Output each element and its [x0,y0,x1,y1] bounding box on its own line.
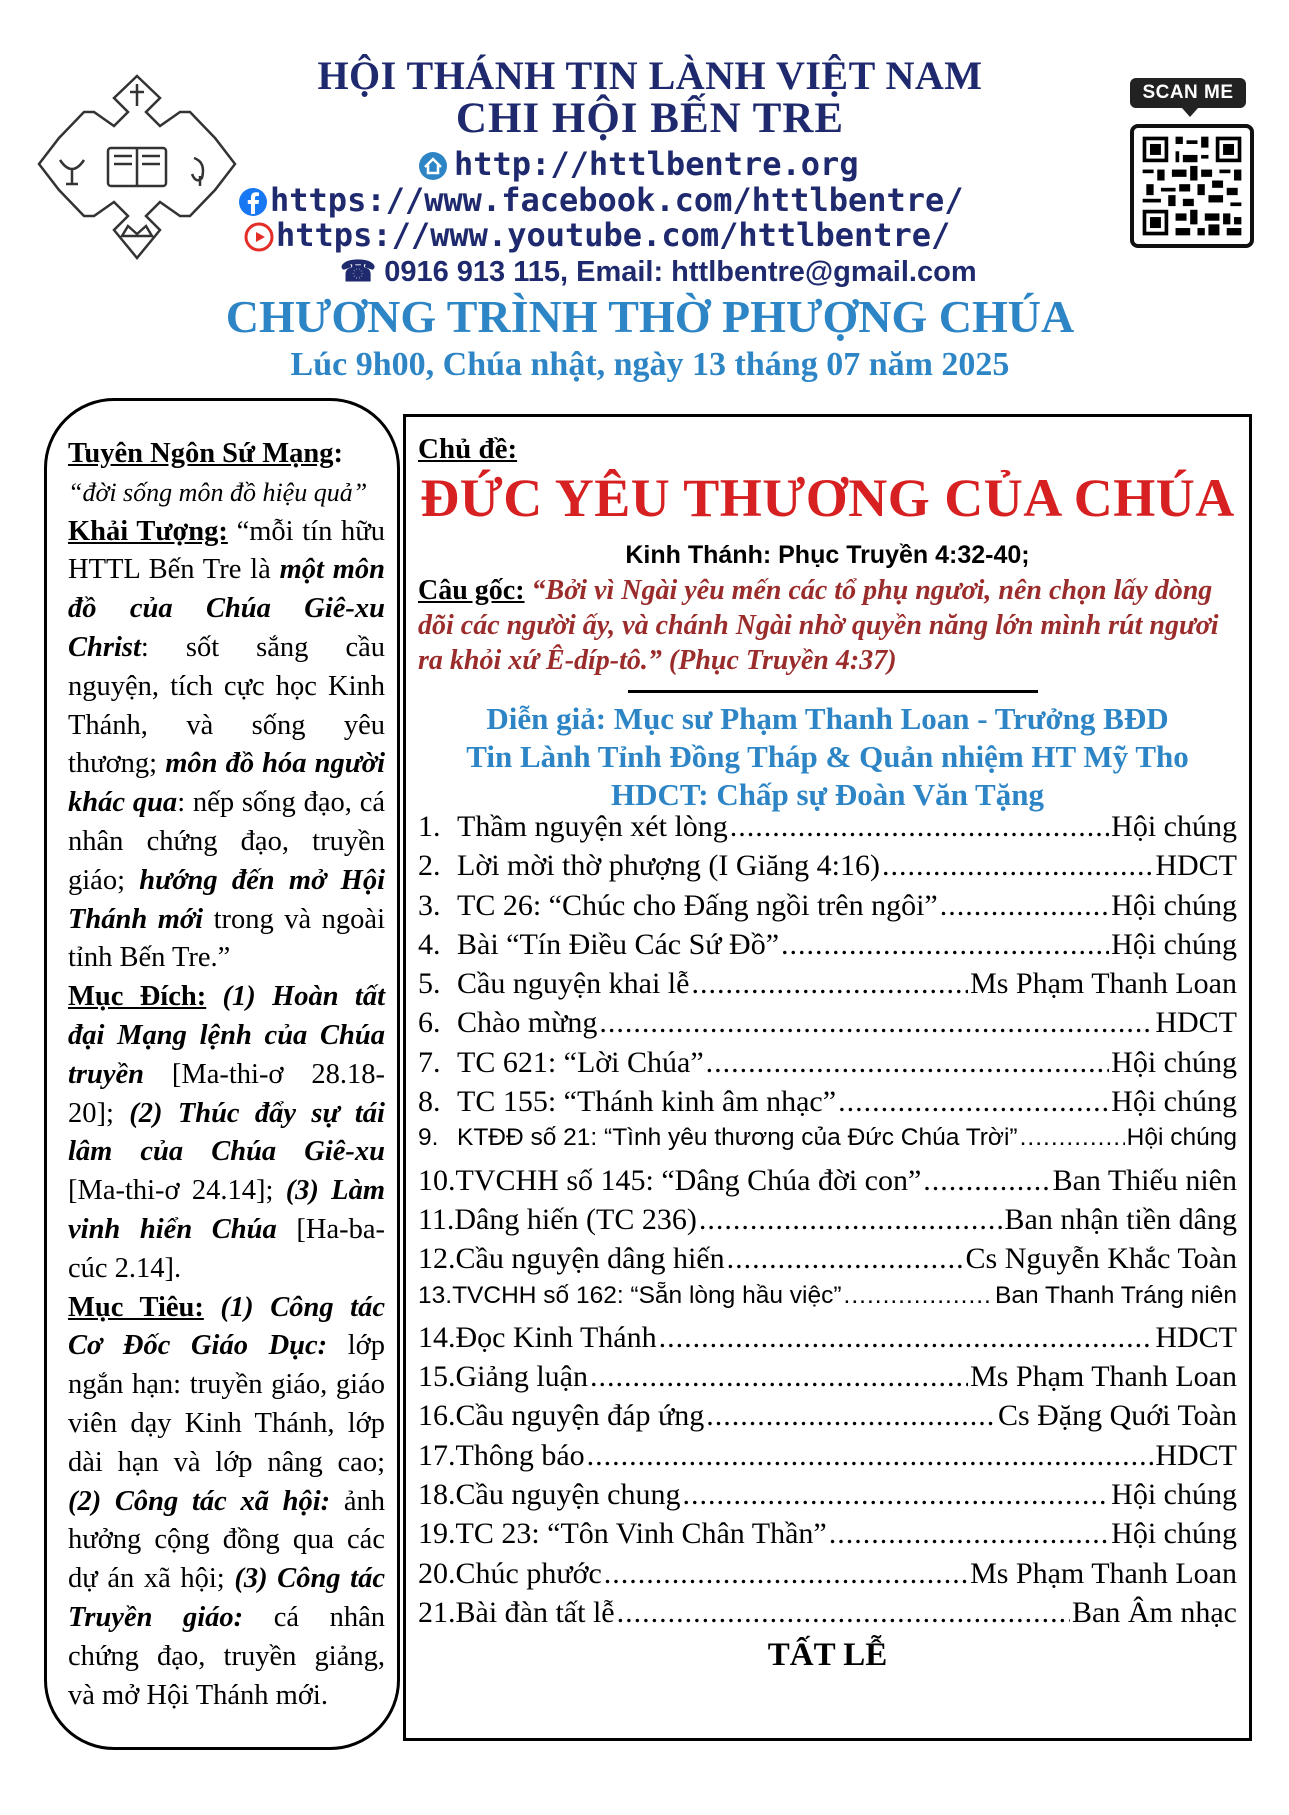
service-time: Lúc 9h00, Chúa nhật, ngày 13 tháng 07 năm 2025 [290,346,1010,383]
dot-leader [882,849,1153,883]
item-responsible: Cs Nguyễn Khắc Toàn [965,1242,1237,1276]
mission-panel: Tuyên Ngôn Sứ Mạng: “đời sống môn đồ hiệu quả” Khải Tượng: “mỗi tín hữu HTTL Bến Tre là một môn đồ của Chúa Giê-xu Christ: sốt sắng cầu nguyện, tích cực học Kinh Thánh, và sống yêu thương; môn đồ hóa người khác qua: nếp sống đạo, cá nhân chứng đạo, truyền giáo; hướng đến mở Hội Thánh mới trong và ngoài tỉnh Bến Tre.” Mục Đích: (1) Hoàn tất đại Mạng lệnh của Chúa truyền [Ma-thi-ơ 28.18-20]; (2) Thúc đẩy sự tái lâm của Chúa Giê-xu [Ma-thi-ơ 24.14]; (3) Làm vinh hiển Chúa [Ha-ba-cúc 2.14]. Mục Tiêu: (1) Công tác Cơ Đốc Giáo Dục: lớp ngắn hạn: truyền giáo, giáo viên dạy Kinh Thánh, lớp dài hạn và lớp nâng cao; (2) Công tác xã hội: ảnh hưởng cộng đồng qua các dự án xã hội; (3) Công tác Truyền giáo: cá nhân chứng đạo, truyền giảng, và mở Hội Thánh mới. [44,398,400,1750]
church-logo [30,68,245,268]
purpose-text: [Ma-thi-ơ 24.14]; [68,1175,286,1207]
item-title: TC 23: “Tôn Vinh Chân Thần” [455,1517,827,1551]
speaker-line: Diễn giả: Mục sư Phạm Thanh Loan - Trưởng BĐD [486,701,1169,736]
dot-leader [699,1203,1003,1237]
item-responsible: Hội chúng [1111,888,1237,922]
item-title: Thầm nguyện xét lòng [457,810,728,843]
item-responsible: HDCT [1155,1320,1237,1354]
vision-emph: môn đồ hóa người khác qua [68,748,385,819]
scan-me-label: SCAN ME [1130,78,1246,108]
item-number: 18. [418,1478,456,1512]
item-number: 5. [418,967,441,1001]
list-item [418,849,1237,888]
item-responsible: Hội chúng [1111,810,1237,843]
list-item [418,1321,1237,1360]
dot-leader [590,1360,968,1394]
goal-label: Mục Tiêu: [68,1291,204,1323]
item-title: TVCHH số 145: “Dâng Chúa đời con” [455,1163,922,1197]
item-responsible: Ms Phạm Thanh Loan [970,1556,1237,1590]
vision-text: : sốt sắng cầu nguyện, tích cực học Kinh Thánh, và sống yêu thương; [68,631,385,780]
purpose-text: [Ma-thi-ơ 28.18-20]; [68,1058,385,1129]
item-number: 10. [418,1163,456,1197]
list-item [418,1124,1237,1163]
item-title: KTĐĐ số 21: “Tình yêu thương của Đức Chúa Trời” [457,1124,1018,1152]
item-number: 15. [418,1360,456,1394]
item-number: 20. [418,1556,456,1590]
item-title: Cầu nguyện dâng hiến [455,1242,725,1276]
item-title: Giảng luận [455,1360,588,1394]
dot-leader [706,1046,1110,1080]
goal-emph: (3) Công tác Truyền giáo: [68,1563,385,1633]
speaker-line: Tin Lành Tỉnh Đồng Tháp & Quản nhiệm HT Mỹ Tho [466,739,1189,774]
list-item [418,1046,1237,1085]
vision-emph: một môn đồ của Chúa Giê-xu Christ [68,554,385,663]
item-number: 14. [418,1320,456,1354]
service-order-panel [403,414,1252,1741]
item-responsible: HDCT [1155,1006,1237,1040]
dot-leader [682,1478,1109,1512]
purpose-text: [Ha-ba-cúc 2.14]. [68,1213,385,1284]
item-number: 1. [418,810,441,843]
list-item [418,1164,1237,1203]
item-responsible: HDCT [1155,849,1237,883]
item-number: 13. [418,1281,453,1309]
item-title: TVCHH số 162: “Sẵn lòng hầu việc” [452,1281,842,1309]
dot-leader [829,1517,1109,1551]
divider [628,690,1038,693]
item-title: Cầu nguyện chung [455,1478,681,1512]
youtube-link[interactable] [244,216,950,254]
youtube-text: https://www.youtube.com/httlbentre/ [276,216,951,254]
scripture-reference: Kinh Thánh: Phục Truyền 4:32-40; [625,541,1030,569]
item-title: Chào mừng [457,1006,598,1040]
mission-text: “đời sống môn đồ hiệu quả” [68,477,368,507]
item-title: Cầu nguyện khai lễ [457,967,690,1001]
dot-leader [838,1085,1109,1119]
item-title: TC 155: “Thánh kinh âm nhạc” [457,1085,837,1119]
list-item [418,967,1237,1006]
list-item [418,1478,1237,1517]
item-title: TC 621: “Lời Chúa” [457,1045,704,1079]
item-responsible: Ban Âm nhạc [1072,1595,1237,1629]
sermon-theme: ĐỨC YÊU THƯƠNG CỦA CHÚA [420,468,1235,528]
list-item [418,1360,1237,1399]
item-number: 8. [418,1085,441,1119]
item-responsible: Hội chúng [1126,1124,1237,1152]
mission-label: Tuyên Ngôn Sứ Mạng [68,438,334,469]
item-responsible: Hội chúng [1111,1085,1237,1119]
list-item [418,1557,1237,1596]
item-number: 2. [418,849,441,883]
item-responsible: HDCT [1155,1438,1237,1472]
qr-code-icon[interactable] [1130,124,1254,248]
host-line: HDCT: Chấp sự Đoàn Văn Tặng [611,777,1044,812]
item-title: Cầu nguyện đáp ứng [455,1399,705,1433]
list-item [418,928,1237,967]
key-verse [418,573,1239,678]
item-responsible: Cs Đặng Quới Toàn [997,1399,1237,1433]
item-number: 16. [418,1399,456,1433]
item-title: TC 26: “Chúc cho Đấng ngồi trên ngôi” [457,888,938,922]
list-item [418,1006,1237,1045]
contact-line [340,254,977,289]
goal-text: cá nhân chứng đạo, truyền giảng, và mở Hội Thánh mới. [68,1601,385,1711]
dot-leader [617,1596,1070,1630]
order-of-service [418,810,1237,1635]
purpose-emph: (1) Hoàn tất đại Mạng lệnh của Chúa truyền [68,981,386,1090]
item-responsible: Hội chúng [1111,1045,1237,1079]
contact-text: 0916 913 115, Email: httlbentre@gmail.com [384,256,977,288]
dot-leader [844,1282,993,1310]
goal-text: lớp ngắn hạn: truyền giáo, giáo viên dạy Kinh Thánh, lớp dài hạn và lớp nâng cao; [68,1330,385,1478]
item-responsible: Ms Phạm Thanh Loan [970,967,1237,1001]
scan-me-block [1130,78,1250,253]
item-number: 12. [418,1242,456,1276]
item-title: Bài “Tín Điều Các Sứ Đồ” [457,927,780,961]
item-number: 4. [418,927,441,961]
item-responsible: Ms Phạm Thanh Loan [970,1360,1237,1394]
dot-leader [730,810,1109,844]
list-item [418,1517,1237,1556]
item-title: Bài đàn tất lễ [455,1595,615,1629]
item-responsible: Ban Thanh Tráng niên [994,1281,1237,1309]
vision-text: : nếp sống đạo, cá nhân chứng đạo, truyền giáo; [68,787,385,896]
dot-leader [706,1399,996,1433]
website-text: http://httlbentre.org [454,145,859,183]
vision-text: “mỗi tín hữu HTTL Bến Tre là [68,515,385,586]
facebook-text: https://www.facebook.com/httlbentre/ [270,181,964,219]
vision-emph: hướng đến mở Hội Thánh mới [68,864,385,935]
list-item [418,1399,1237,1438]
purpose-emph: (3) Làm vinh hiển Chúa [68,1175,386,1245]
facebook-icon [238,187,268,217]
goal-text: ảnh hưởng cộng đồng qua các dự án xã hội; [68,1485,385,1595]
list-item [418,1085,1237,1124]
dot-leader [599,1006,1153,1040]
phone-icon: ☎ [340,256,377,288]
dot-leader [727,1242,964,1276]
dot-leader [923,1164,1050,1198]
dot-leader [940,889,1109,923]
program-title: CHƯƠNG TRÌNH THỜ PHƯỢNG CHÚA [225,291,1075,342]
branch-name: CHI HỘI BẾN TRE [455,95,845,142]
item-responsible: Ban nhận tiền dâng [1004,1202,1237,1236]
item-responsible: Hội chúng [1111,927,1237,961]
dot-leader [659,1321,1154,1355]
list-item [418,889,1237,928]
dot-leader [604,1557,968,1591]
item-title: Đọc Kinh Thánh [455,1320,657,1354]
dot-leader [587,1439,1154,1473]
item-number: 3. [418,888,441,922]
closing-label: TẤT LỄ [767,1637,888,1673]
purpose-label: Mục Đích: [68,981,207,1013]
vision-label: Khải Tượng: [68,515,228,547]
list-item [418,1203,1237,1242]
vision-text: trong và ngoài tỉnh Bến Tre.” [68,903,385,974]
dot-leader [691,967,968,1001]
item-responsible: Hội chúng [1111,1478,1237,1512]
item-responsible: Hội chúng [1111,1517,1237,1551]
item-title: Thông báo [455,1438,585,1472]
list-item [418,1242,1237,1281]
item-number: 17. [418,1438,456,1472]
verse-label: Câu gốc: [418,575,525,606]
list-item [418,1596,1237,1635]
list-item [418,1282,1237,1321]
dot-leader [781,928,1109,962]
list-item [418,1439,1237,1478]
purpose-emph: (2) Thúc đẩy sự tái lâm của Chúa Giê-xu [68,1097,385,1168]
item-number: 11. [418,1202,455,1236]
item-title: Dâng hiến (TC 236) [454,1202,697,1236]
item-title: Lời mời thờ phượng (I Giăng 4:16) [457,849,881,883]
youtube-icon [244,222,274,252]
verse-text: “Bởi vì Ngài yêu mến các tổ phụ ngươi, nên chọn lấy dòng dõi các người ấy, và chánh Ngài nhờ quyền năng lớn mình rút ngươi ra khỏi xứ Ê-díp-tô.” (Phục Truyền 4:37) [418,575,1219,676]
goal-emph: (1) Công tác Cơ Đốc Giáo Dục: [68,1291,385,1362]
church-name: HỘI THÁNH TIN LÀNH VIỆT NAM [317,53,983,98]
item-number: 19. [418,1517,456,1551]
website-link[interactable] [418,145,859,183]
theme-label: Chủ đề: [418,433,518,465]
item-number: 9. [418,1124,439,1152]
item-number: 6. [418,1006,441,1040]
item-title: Chúc phước [455,1556,602,1590]
list-item [418,810,1237,849]
home-icon [418,151,448,181]
item-number: 21. [418,1595,456,1629]
dot-leader [1020,1124,1125,1152]
item-responsible: Ban Thiếu niên [1052,1163,1237,1197]
goal-emph: (2) Công tác xã hội: [68,1485,331,1517]
facebook-link[interactable] [238,181,964,219]
item-number: 7. [418,1045,441,1079]
